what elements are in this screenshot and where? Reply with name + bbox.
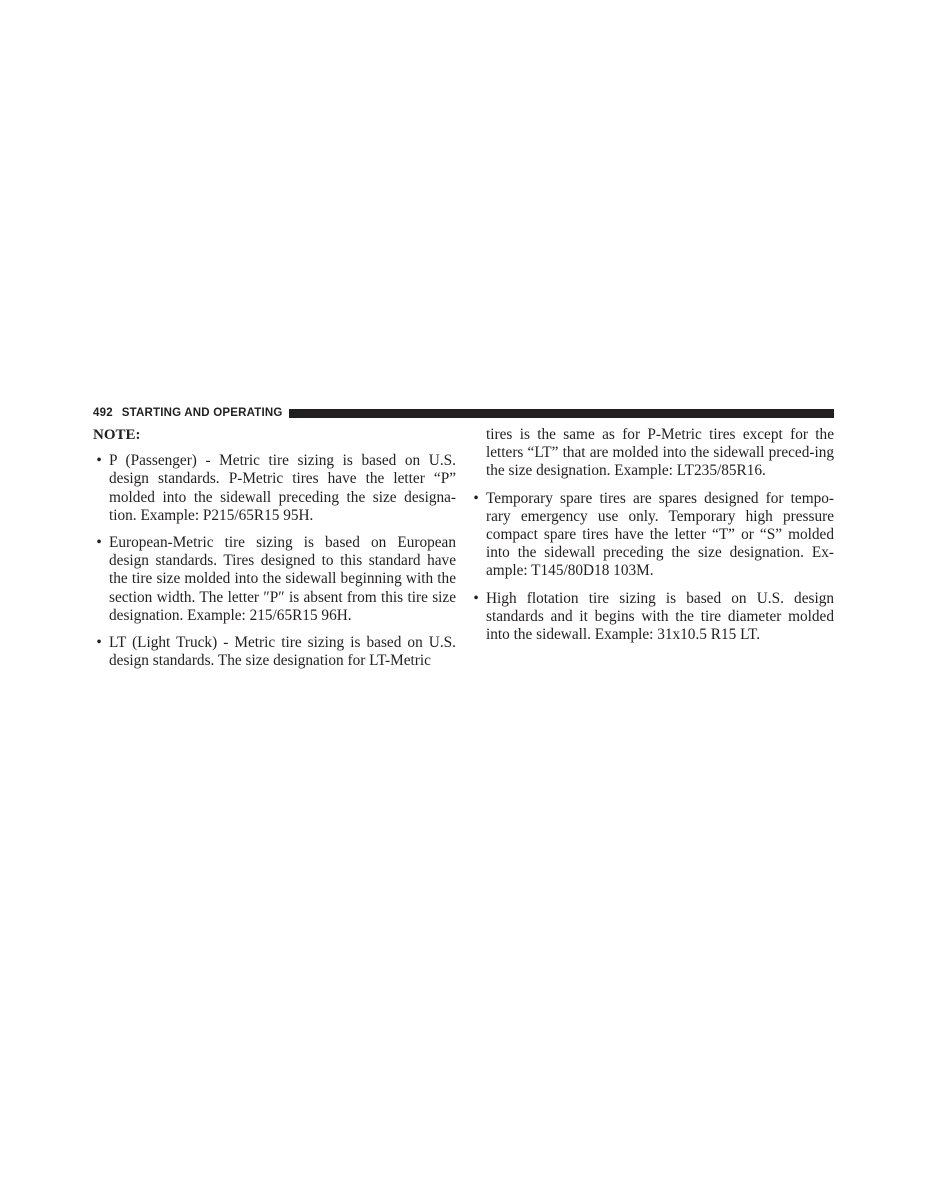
note-label: NOTE: xyxy=(93,427,141,443)
list-item-text: LT (Light Truck) - Metric tire sizing is based on U.S. design standards. The size designation for LT-Metric xyxy=(109,634,456,670)
list-item xyxy=(470,590,834,645)
bullet-icon: • xyxy=(473,489,479,507)
bullet-icon: • xyxy=(96,634,102,652)
continued-text: tires is the same as for P-Metric tires except for the letters “LT” that are molded into the sidewall preced-ing the size designation. Example: LT235/85R16. xyxy=(486,426,834,480)
list-item-text: P (Passenger) - Metric tire sizing is based on U.S. design standards. P-Metric tires have the letter “P” molded into the sidewall preceding the size designa-tion. Example: P215/65R15 95H. xyxy=(109,452,456,524)
bullet-icon: • xyxy=(473,589,479,607)
list-item xyxy=(93,534,456,625)
page-number: 492 xyxy=(93,407,113,419)
right-column xyxy=(470,426,834,653)
page-header xyxy=(93,404,834,422)
list-item-text: European-Metric tire sizing is based on European design standards. Tires designed to this standard have the tire size molded into the sidewall beginning with the section width. The letter ″P″ is absent from this tire size designation. Example: 215/65R15 96H. xyxy=(109,534,456,624)
bullet-icon: • xyxy=(96,534,102,552)
list-item xyxy=(470,490,834,581)
left-column xyxy=(93,426,456,679)
list-item xyxy=(93,634,456,670)
section-title: STARTING AND OPERATING xyxy=(121,407,283,419)
list-item-text: High flotation tire sizing is based on U.S. design standards and it begins with the tire diameter molded into the sidewall. Example: 31x10.5 R15 LT. xyxy=(486,589,834,644)
bullet-icon: • xyxy=(96,452,102,470)
list-item-text: Temporary spare tires are spares designed for tempo-rary emergency use only. Temporary high pressure compact spare tires have the letter “T” or “S” molded into the sidewall preceding the size designation. Ex-ample: T145/80D18 103M. xyxy=(486,489,834,580)
header-rule xyxy=(289,409,834,418)
list-item xyxy=(93,452,456,525)
